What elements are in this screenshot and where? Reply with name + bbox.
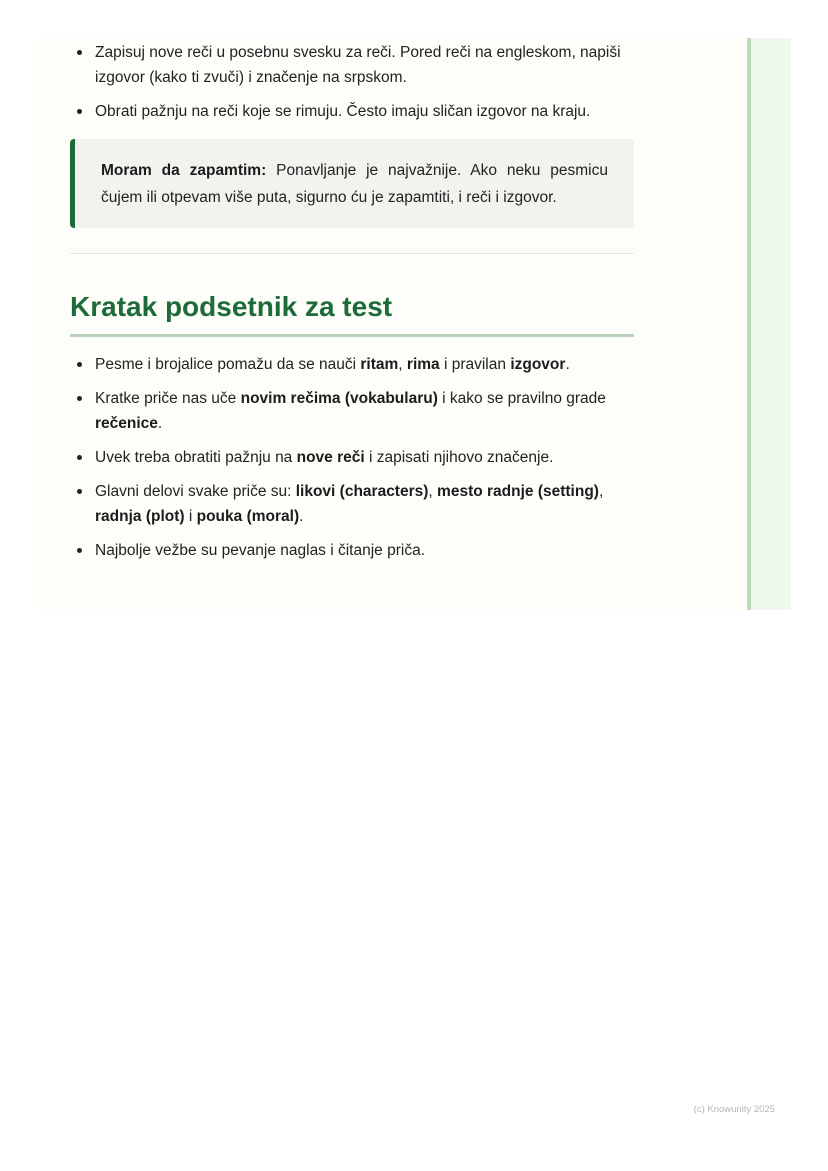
section-divider <box>70 253 634 254</box>
bold-term: likovi (characters) <box>295 483 429 500</box>
list-item: Zapisuj nove reči u posebnu svesku za reči. Pored reči na engleskom, napiši izgovor (kako ti zvuči) i značenje na srpskom. <box>70 40 634 90</box>
text-segment: , <box>398 356 407 373</box>
text-segment: Kratke priče nas uče <box>95 390 241 407</box>
reminder-callout <box>70 139 634 228</box>
text-segment: , <box>598 483 604 500</box>
section-title: Kratak podsetnik za test <box>70 291 393 322</box>
text-segment: Glavni delovi svake priče su: <box>95 483 296 500</box>
text-segment: i kako se pravilno grade <box>437 390 606 407</box>
side-panel <box>747 38 791 610</box>
text-segment: . <box>299 508 304 525</box>
text-segment: i zapisati njihovo značenje. <box>364 449 554 466</box>
test-summary-list <box>70 352 634 563</box>
list-item <box>70 386 634 436</box>
list-item <box>70 352 634 377</box>
text-segment: . <box>565 356 570 373</box>
bold-term: izgovor <box>510 356 566 373</box>
list-item <box>70 479 634 529</box>
title-underline <box>70 334 634 337</box>
text-segment: Uvek treba obratiti pažnju na <box>95 449 297 466</box>
copyright-footer: (c) Knowunity 2025 <box>693 1104 775 1115</box>
bold-term: novim rečima (vokabularu) <box>240 390 438 407</box>
bold-term: radnja (plot) <box>95 508 185 525</box>
callout-label: Moram da zapamtim: <box>101 162 267 179</box>
bold-term: rima <box>406 356 440 373</box>
bold-term: mesto radnje (setting) <box>437 483 599 500</box>
list-item: Obrati pažnju na reči koje se rimuju. Često imaju sličan izgovor na kraju. <box>70 99 634 124</box>
list-item: Najbolje vežbe su pevanje naglas i čitanje priča. <box>70 538 634 563</box>
callout-text: Ponavljanje je najvažnije. Ako neku pesmicu čujem ili otpevam više puta, sigurno ću je zapamtiti, i reči i izgovor. <box>101 162 608 206</box>
text-segment: , <box>428 483 438 500</box>
text-segment: i pravilan <box>439 356 511 373</box>
list-item <box>70 445 634 470</box>
bold-term: rečenice <box>95 415 158 432</box>
tips-list <box>70 38 634 124</box>
text-segment: Pesme i brojalice pomažu da se nauči <box>95 356 361 373</box>
bold-term: pouka (moral) <box>196 508 300 525</box>
bold-term: nove reči <box>296 449 365 466</box>
text-segment: i <box>184 508 197 525</box>
text-segment: . <box>157 415 163 432</box>
document-content <box>70 38 634 572</box>
bold-term: ritam <box>360 356 399 373</box>
